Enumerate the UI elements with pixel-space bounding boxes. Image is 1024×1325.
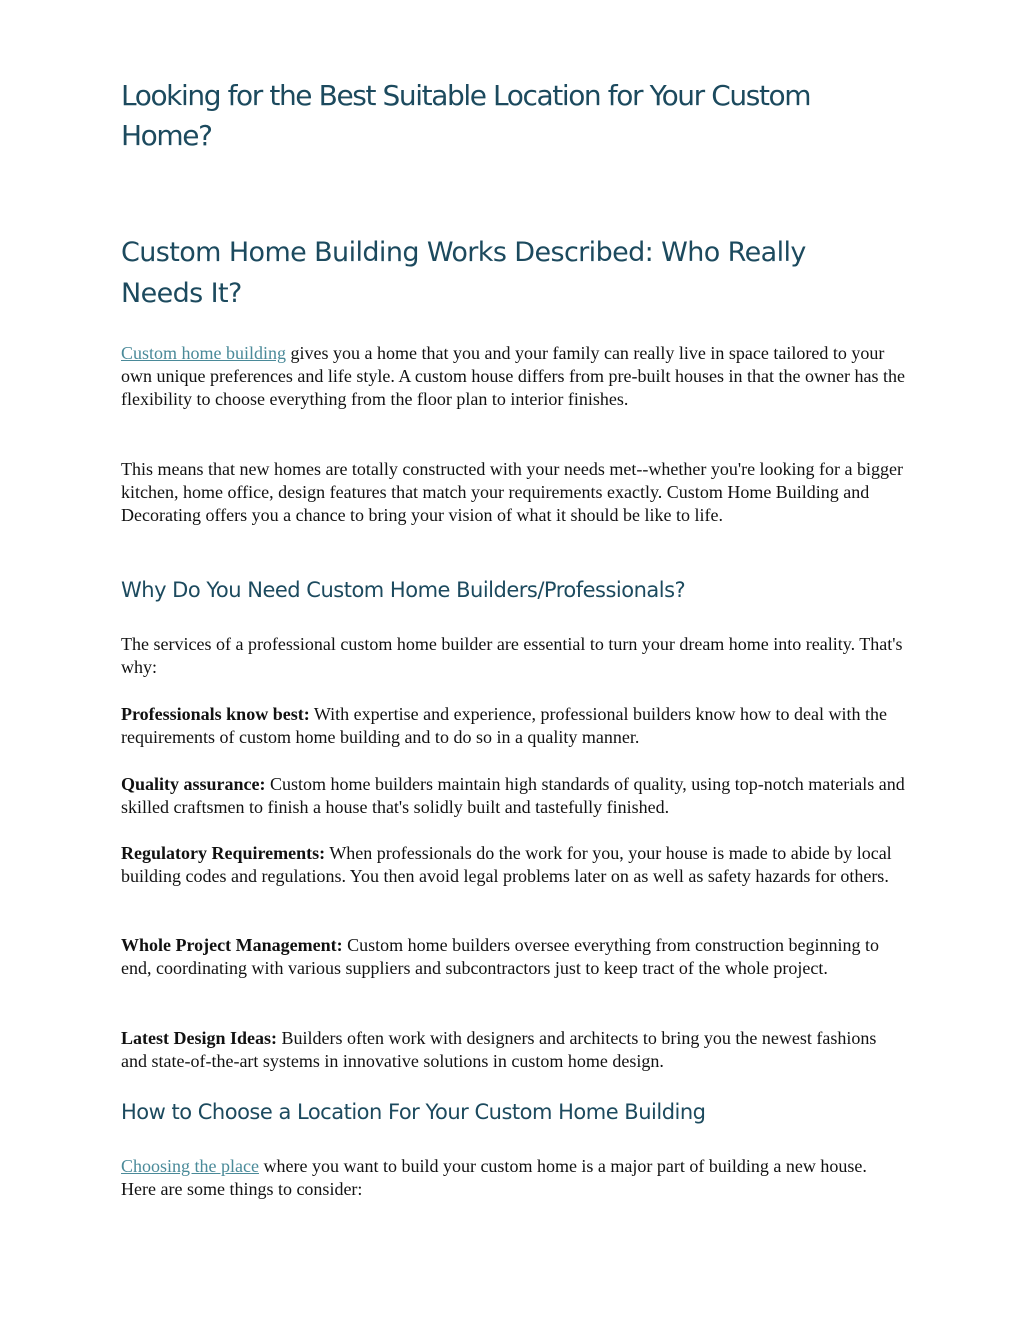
paragraph-needs-met: This means that new homes are totally constructed with your needs met--whether you're looking for a bigger kitchen, home office, design features that match your requirements exactly. Custom Home Building and Decorating offers you a chance to bring your vision of what it should be like to life.: [121, 459, 904, 526]
point-regulatory-requirements: [121, 842, 906, 888]
paragraph-choosing-place-text: where you want to build your custom home is a major part of building a new house. Here are some things to consider:: [121, 1156, 867, 1200]
point-whole-project-management: [121, 934, 906, 980]
document-title: Looking for the Best Suitable Location for Your Custom Home?: [121, 79, 811, 152]
point-label: Quality assurance:: [121, 774, 266, 794]
section-heading-why-builders: Why Do You Need Custom Home Builders/Professionals?: [121, 578, 686, 602]
point-text: Custom home builders maintain high standards of quality, using top-notch materials and skilled craftsmen to finish a house that's solidly built and tastefully finished.: [121, 774, 905, 818]
point-latest-design-ideas: [121, 1027, 906, 1073]
section-heading-choose-location: How to Choose a Location For Your Custom Home Building: [121, 1100, 706, 1124]
point-professionals-know-best: [121, 703, 906, 749]
paragraph-intro-text: gives you a home that you and your family can really live in space tailored to your own unique preferences and life style. A custom house differs from pre-built houses in that the owner has the flexibility to choose everything from the floor plan to interior finishes.: [121, 343, 905, 410]
point-text: When professionals do the work for you, your house is made to abide by local building codes and regulations. You then avoid legal problems later on as well as safety hazards for others.: [121, 843, 892, 887]
point-text: Custom home builders oversee everything from construction beginning to end, coordinating with various suppliers and subcontractors just to keep tract of the whole project.: [121, 935, 880, 979]
point-label: Whole Project Management:: [121, 935, 343, 955]
paragraph-intro: [121, 342, 906, 412]
point-label: Professionals know best:: [121, 704, 310, 724]
section-heading-custom-home-building: Custom Home Building Works Described: Who Really Needs It?: [121, 237, 806, 309]
paragraph-choosing-place: [121, 1155, 906, 1201]
paragraph-services-intro: The services of a professional custom home builder are essential to turn your dream home into reality. That's why:: [121, 634, 903, 678]
custom-home-building-link[interactable]: Custom home building: [121, 343, 287, 363]
choosing-the-place-link[interactable]: Choosing the place: [121, 1156, 259, 1176]
point-quality-assurance: [121, 773, 906, 819]
point-text: With expertise and experience, professional builders know how to deal with the requirements of custom home building and to do so in a quality manner.: [121, 704, 887, 748]
point-label: Latest Design Ideas:: [121, 1028, 277, 1048]
point-text: Builders often work with designers and architects to bring you the newest fashions and state-of-the-art systems in innovative solutions in custom home design.: [121, 1028, 877, 1072]
point-label: Regulatory Requirements:: [121, 843, 326, 863]
